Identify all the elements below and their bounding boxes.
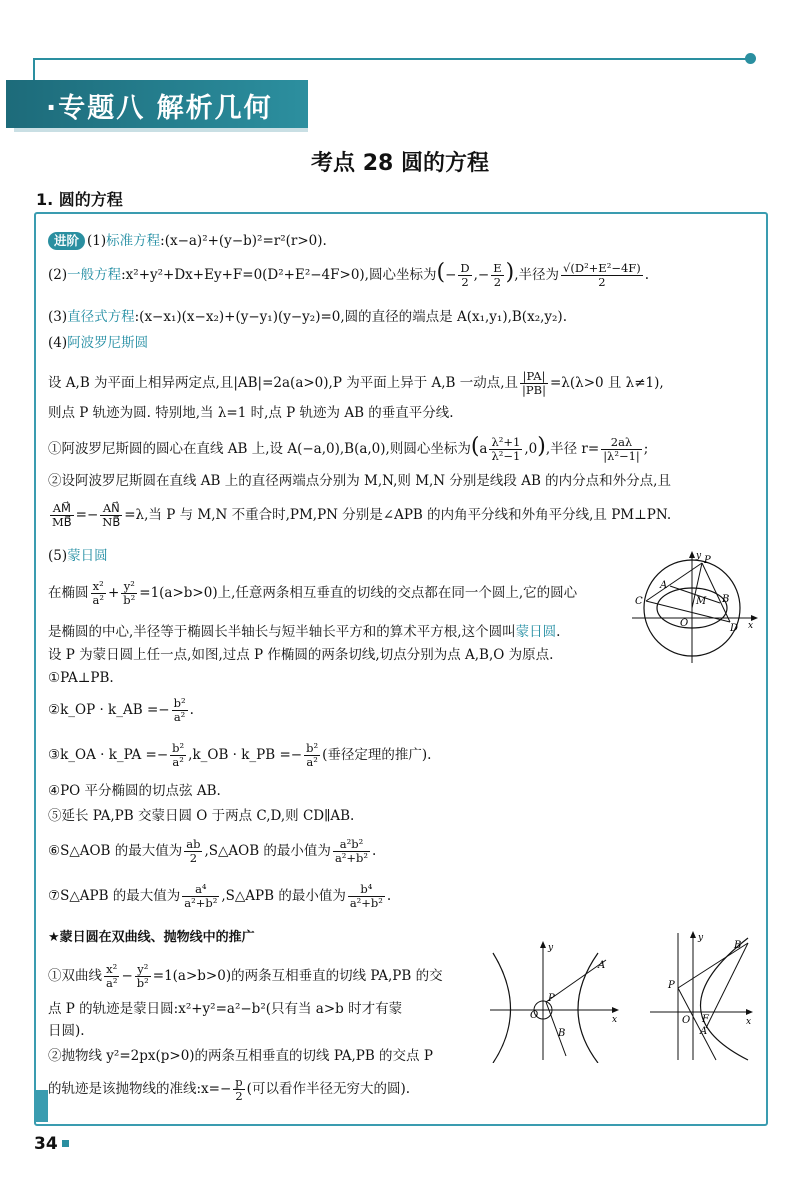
label-x: x (748, 621, 754, 631)
l1-body: :(x−a)²+(y−b)²=r²(r>0). (160, 233, 327, 249)
term-general-equation: 一般方程 (67, 267, 122, 283)
line-monge-center: 是椭圆的中心,半径等于椭圆长半轴长与短半轴长平方和的算术平方根,这个圆叫蒙日圆. (48, 624, 561, 640)
label-O: O (680, 618, 689, 629)
svg-text:O: O (530, 1010, 539, 1021)
page-number: 34 (34, 1134, 58, 1154)
label-M: M (696, 596, 707, 607)
chapter-title: ·专题八 解析几何 (46, 93, 273, 124)
l2-prefix: (2) (48, 267, 68, 283)
line-general-equation: (2)一般方程:x²+y²+Dx+Ey+F=0(D²+E²−4F>0),圆心坐标为(− $\frac{D}{2}$ ,− $\frac{E}{2}$ ),半径为 $\frac{\text{√(D²+E²−4F)}}{2}$ . (48, 260, 650, 289)
svg-text:B: B (558, 1028, 566, 1039)
monge-circle-figure (630, 548, 760, 668)
l2-body: :x²+y²+Dx+Ey+F=0(D²+E²−4F>0),圆心坐标为 (121, 267, 437, 283)
term-diameter-equation: 直径式方程 (67, 309, 135, 325)
line-diameter-equation: (3)直径式方程:(x−x₁)(x−x₂)+(y−y₁)(y−y₂)=0,圆的直径的端点是 A(x₁,y₁),B(x₂,y₂). (48, 309, 567, 325)
hyperbola-figure (488, 938, 623, 1063)
chapter-band (6, 80, 308, 128)
svg-text:x: x (612, 1015, 618, 1025)
term-monge: 蒙日圆 (67, 548, 108, 564)
label-A: A (660, 580, 668, 591)
header-rule (33, 58, 751, 60)
line-apollonius-heading: (4)阿波罗尼斯圆 (48, 335, 149, 351)
line-apollonius-center: ①阿波罗尼斯圆的圆心在直线 AB 上,设 A(−a,0),B(a,0),则圆心坐标为(a $\frac{\text{λ²+1}}{\text{λ²−1}}$ ,0),半径 r= $\frac{2a\lambda}{\text{|λ²−1|}}$ ; (48, 434, 649, 463)
header-dot (745, 53, 756, 64)
label-y: y (696, 551, 702, 561)
term-apollonius: 阿波罗尼斯圆 (67, 335, 149, 351)
property-6: ⑥S△AOB 的最大值为 $\frac{ab}{2}$ ,S△AOB 的最小值为 $\frac{\text{a²b²}}{\text{a²+b²}}$ . (48, 837, 377, 865)
term-monge-2: 蒙日圆 (515, 624, 557, 640)
property-7: ⑦S△APB 的最大值为 $\frac{\text{a⁴}}{\text{a²+b²}}$ ,S△APB 的最小值为 $\frac{\text{b⁴}}{\text{a²+b²}}$ . (48, 882, 392, 910)
l3-body: :(x−x₁)(x−x₂)+(y−y₁)(y−y₂)=0,圆的直径的端点是 A(x₁,y₁),B(x₂,y₂). (134, 309, 567, 325)
svg-text:P: P (548, 993, 555, 1004)
line-standard-equation (48, 231, 327, 251)
svg-text:A: A (598, 960, 606, 971)
box-side-accent (34, 1090, 48, 1122)
svg-text:x: x (746, 1017, 752, 1027)
page-number-square (62, 1140, 69, 1147)
label-D: D (730, 623, 739, 634)
paren: ( (436, 260, 446, 285)
l2-mid: ,半径为 (514, 267, 560, 283)
frac-lambda: $\frac{\text{λ²+1}}{\text{λ²−1}}$ (491, 435, 521, 463)
hyperbola-line-1: ①双曲线 $\frac{\text{x²}}{\text{a²}}$ − $\frac{\text{y²}}{\text{b²}}$ =1(a>b>0)的两条互相垂直的切线 PA,PB 的交 (48, 962, 443, 990)
svg-text:A: A (700, 1026, 708, 1037)
line-monge-def: 在椭圆 $\frac{\text{x²}}{\text{a²}}$ + $\frac{\text{y²}}{\text{b²}}$ =1(a>b>0)上,任意两条相互垂直的切线的交点都在同一个圆上,它的圆心 (48, 579, 578, 607)
line-apollonius-diameter: ②设阿波罗尼斯圆在直线 AB 上的直径两端点分别为 M,N,则 M,N 分别是线段 AB 的内分点和外分点,且 (48, 473, 671, 489)
frac-am-mb: $\frac{AM⃗}{MB⃗}$ (52, 501, 72, 529)
frac-apollonius-radius: $\frac{2a\lambda}{\text{|λ²−1|}}$ (603, 435, 640, 463)
property-3: ③k_OA · k_PA =− $\frac{\text{b²}}{\text{a²}}$ ,k_OB · k_PB =− $\frac{\text{b²}}{\text{a²}}$ (垂径定理的推广). (48, 741, 432, 769)
svg-text:y: y (548, 943, 554, 953)
line-apollonius-def: 设 A,B 为平面上相异两定点,且|AB|=2a(a>0),P 为平面上异于 A,B 一动点,且 $\frac{|PA|}{|PB|}$ =λ(λ>0 且 λ≠1), (48, 369, 664, 397)
property-4: ④PO 平分椭圆的切点弦 AB. (48, 783, 221, 799)
svg-text:y: y (698, 933, 704, 943)
property-1: ①PA⊥PB. (48, 670, 114, 686)
label-P: P (704, 555, 711, 566)
line-monge-setup: 设 P 为蒙日圆上任一点,如图,过点 P 作椭圆的两条切线,切点分别为点 A,B,O 为原点. (48, 647, 554, 663)
frac-pa-pb: $\frac{|PA|}{|PB|}$ (522, 369, 546, 397)
frac-an-nb: $\frac{AN⃗}{NB⃗}$ (102, 501, 121, 529)
chapter-band-shadow (14, 128, 308, 132)
advanced-badge: 进阶 (48, 232, 85, 250)
svg-text:O: O (682, 1015, 691, 1026)
monge-extension-heading: ★蒙日圆在双曲线、抛物线中的推广 (48, 930, 255, 945)
hyperbola-line-2: 点 P 的轨迹是蒙日圆:x²+y²=a²−b²(只有当 a>b 时才有蒙 (48, 1001, 403, 1017)
svg-text:B: B (734, 940, 742, 951)
frac-radius: $\frac{\text{√(D²+E²−4F)}}{2}$ (563, 261, 641, 289)
svg-text:F: F (702, 1014, 709, 1025)
line-monge-heading: (5)蒙日圆 (48, 548, 108, 564)
label-B: B (722, 594, 730, 605)
term-standard-equation: 标准方程 (106, 233, 161, 249)
property-5: ⑤延长 PA,PB 交蒙日圆 O 于两点 C,D,则 CD∥AB. (48, 808, 355, 824)
label-C: C (635, 596, 643, 607)
frac-cx: $\frac{D}{2}$ (460, 261, 470, 289)
svg-text:P: P (668, 980, 675, 991)
line-apollonius-locus: 则点 P 轨迹为圆. 特别地,当 λ=1 时,点 P 轨迹为 AB 的垂直平分线. (48, 405, 454, 421)
parabola-line-2: 的轨迹是该抛物线的准线:x=− $\frac{p}{2}$ (可以看作半径无穷大的圆). (48, 1075, 410, 1103)
l1-prefix: (1) (87, 233, 107, 249)
frac-cy: $\frac{E}{2}$ (493, 261, 502, 289)
parabola-figure (648, 928, 760, 1063)
property-2: ②k_OP · k_AB =− $\frac{\text{b²}}{\text{a²}}$ . (48, 696, 194, 724)
parabola-line-1: ②抛物线 y²=2px(p>0)的两条互相垂直的切线 PA,PB 的交点 P (48, 1048, 433, 1064)
hyperbola-line-3: 日圆). (48, 1023, 85, 1039)
section-title: 考点 28 圆的方程 (311, 151, 489, 176)
line-apollonius-ratio: $\frac{AM⃗}{MB⃗}$ =− $\frac{AN⃗}{NB⃗}$ =λ,当 P 与 M,N 不重合时,PM,PN 分别是∠APB 的内角平分线和外角平分线,且 PM⊥PN. (52, 501, 672, 529)
subhead: 1. 圆的方程 (36, 190, 123, 209)
